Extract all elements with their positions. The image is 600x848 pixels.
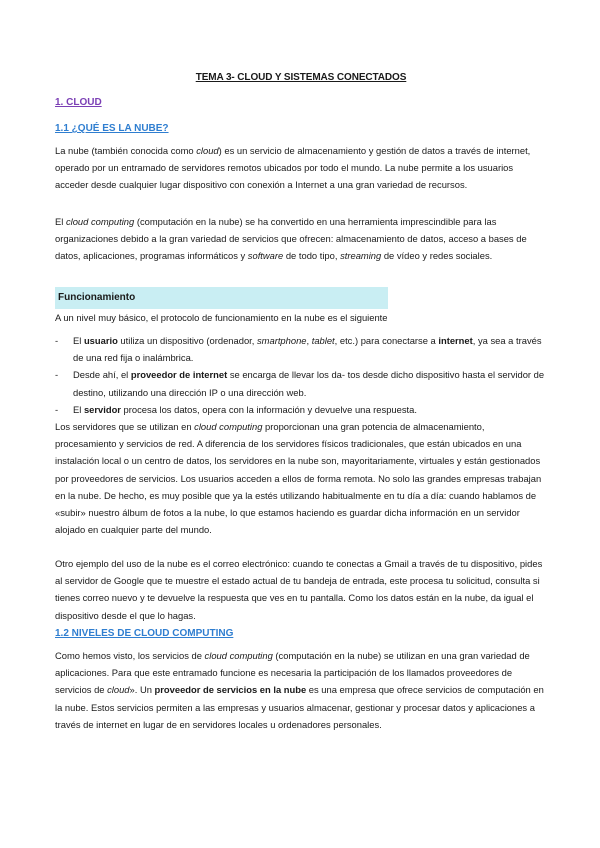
funcionamiento-heading: Funcionamiento xyxy=(58,292,136,303)
paragraph-correo-electronico: Otro ejemplo del uso de la nube es el correo electrónico: cuando te conectas a Gmail a través de tu dispositivo, pides al servidor de Google que te muestre el estado actual de tu bandeja de entrada, este procesa tu solicitud, consulta si tienes correo nuevo y te devuelve la respuesta que ves en tu pantalla. Como los datos están en la nube, da igual el dispositivo desde el que lo hagas. xyxy=(55,558,543,621)
paragraph-cloud-computing: El cloud computing (computación en la nube) se ha convertido en una herramienta imprescindible para las organizaciones debido a la gran variedad de servicios que ofrecen: almacenamiento de datos, acceso a bases de datos, aplicaciones, programas informáticos y software de todo tipo, streaming de vídeo y redes sociales. xyxy=(55,216,527,262)
list-item: - El servidor procesa los datos, opera con la información y devuelve una respuesta. xyxy=(55,403,417,415)
list-item: - Desde ahí, el proveedor de internet se encarga de llevar los da- tos desde dicho dispositivo hasta el servidor de destino, utilizando una dirección IP o una dirección web. xyxy=(55,369,545,398)
list-item: - El usuario utiliza un dispositivo (ordenador, smartphone, tablet, etc.) para conectarse a internet, ya sea a través de una red fija o inalámbrica. xyxy=(55,335,542,364)
protocol-bullet-list xyxy=(55,332,547,418)
paragraph-protocolo-intro: A un nivel muy básico, el protocolo de funcionamiento en la nube es el siguiente xyxy=(55,312,388,323)
document-title: TEMA 3- CLOUD Y SISTEMAS CONECTADOS xyxy=(195,72,407,83)
paragraph-niveles: Como hemos visto, los servicios de cloud computing (computación en la nube) se utilizan en una gran variedad de aplicaciones. Para que este entramado funcione es necesaria la participación de los llamados proveedores de servicios de cloud». Un proveedor de servicios en la nube es una empresa que ofrece servicios de computación en la nube. Estos servicios permiten a las empresas y usuarios almacenar, gestionar y procesar datos y aplicaciones a través de internet en lugar de en servidores locales u ordenadores personales. xyxy=(55,650,544,730)
subsection-heading-niveles-cloud: 1.2 NIVELES DE CLOUD COMPUTING xyxy=(55,628,234,639)
subsection-heading-que-es-la-nube: 1.1 ¿QUÉ ES LA NUBE? xyxy=(55,123,169,134)
paragraph-servidores: Los servidores que se utilizan en cloud computing proporcionan una gran potencia de almacenamiento, procesamiento y servicios de red. A diferencia de los servidores físicos tradicionales, que están ubicados en una instalación local o un centro de datos, los servidores en la nube son, mayoritariamente, virtuales y están gestionados por proveedores de servicios. Los usuarios acceden a ellos de forma remota. No solo las grandes empresas trabajan en la nube. De hecho, es muy posible que ya la estés utilizando habitualmente en tu día a día: cuando hablamos de «subir» nuestro álbum de fotos a la nube, lo que estamos haciendo es guardar dicha información en un servidor alojado en cualquier parte del mundo. xyxy=(55,421,542,536)
section-heading-cloud: 1. CLOUD xyxy=(55,97,102,108)
paragraph-definicion-nube: La nube (también conocida como cloud) es un servicio de almacenamiento y gestión de datos a través de internet, operado por un entramado de servidores remotos ubicados por todo el mundo. La nube permite a los usuarios acceder desde cualquier lugar dispositivo con conexión a Internet a una gran variedad de recursos. xyxy=(55,145,531,191)
funcionamiento-heading-band xyxy=(55,287,388,309)
